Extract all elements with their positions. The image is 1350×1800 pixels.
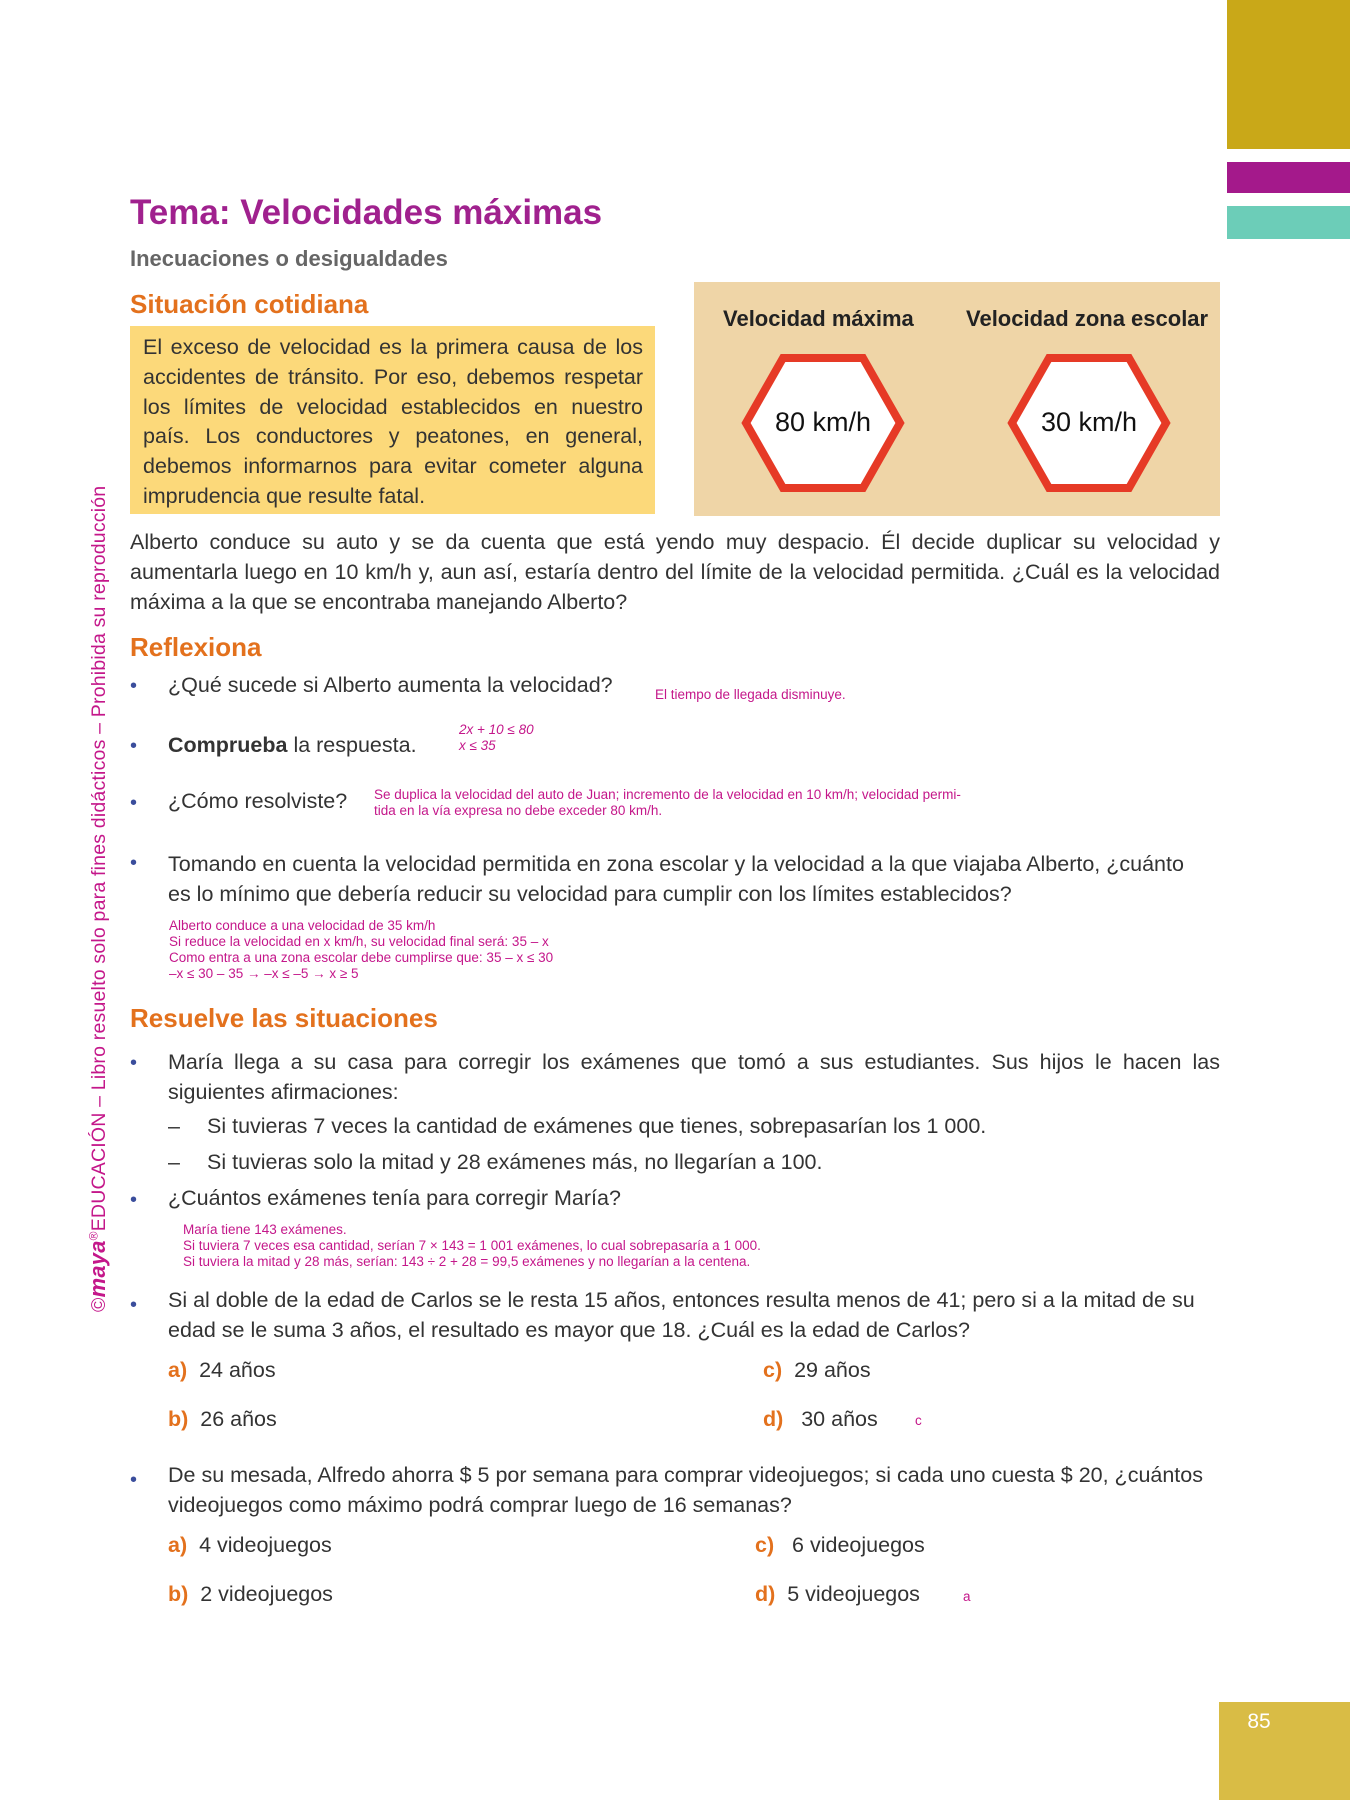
bullet-dot: • [130, 1469, 138, 1491]
bullet-dot: • [130, 675, 138, 697]
alfredo-answer: a [963, 1589, 971, 1604]
reflexiona-question-1: ¿Qué sucede si Alberto aumenta la velocidad? [168, 673, 613, 697]
page-title: Tema: Velocidades máximas [130, 193, 603, 232]
reflexiona-heading: Reflexiona [130, 632, 262, 662]
maria-problem: María llega a su casa para corregir los exámenes que tomó a sus estudiantes. Sus hijos le hacen las siguientes afirmaciones: [168, 1050, 1220, 1104]
bullet-dot: • [130, 1294, 138, 1316]
maria-answer: María tiene 143 exámenes. Si tuviera 7 veces esa cantidad, serían 7 × 143 = 1 001 exámenes, lo cual sobrepasaría a 1 000. Si tuviera la mitad y 28 más, serían: 143 ÷ 2 + 28 = 99,5 exámenes y no llegarían a la centena. [183, 1222, 761, 1269]
carlos-answer: c [915, 1413, 922, 1428]
page-subtitle: Inecuaciones o desigualdades [130, 246, 448, 271]
reflexiona-question-4: Tomando en cuenta la velocidad permitida en zona escolar y la velocidad a la que viajaba Alberto, ¿cuánto es lo mínimo que debería reducir su velocidad para cumplir con los límites establecidos? [168, 852, 1184, 906]
problem-statement: Alberto conduce su auto y se da cuenta que está yendo muy despacio. Él decide duplicar su velocidad y aumentarla luego en 10 km/h y, aun así, estaría dentro del límite de la velocidad permitida. ¿Cuál es la velocidad máxima a la que se encontraba manejando Alberto? [130, 530, 1220, 614]
reflexiona-answer-1: El tiempo de llegada disminuye. [655, 687, 846, 702]
bullet-dot: • [130, 735, 138, 757]
maria-statement-1: Si tuvieras 7 veces la cantidad de exámenes que tienes, sobrepasarían los 1 000. [207, 1114, 987, 1138]
bullet-dot: • [130, 792, 138, 814]
corner-teal-bar [1227, 206, 1350, 239]
sign-label-school: Velocidad zona escolar [966, 306, 1209, 331]
corner-gold-bar [1227, 0, 1350, 149]
dash-marker: – [168, 1114, 180, 1138]
alfredo-option-c: c) 6 videojuegos [755, 1533, 925, 1557]
alfredo-option-d: d) 5 videojuegos [755, 1582, 920, 1606]
sign-label-max: Velocidad máxima [723, 306, 914, 331]
maria-statement-2: Si tuvieras solo la mitad y 28 exámenes más, no llegarían a 100. [207, 1150, 823, 1174]
situacion-heading: Situación cotidiana [130, 289, 369, 319]
alfredo-option-b: b) 2 videojuegos [168, 1582, 333, 1606]
alfredo-option-a: a) 4 videojuegos [168, 1533, 332, 1557]
carlos-option-c: c) 29 años [763, 1358, 871, 1382]
sign-value-max: 80 km/h [774, 407, 872, 437]
reflexiona-question-2: Comprueba la respuesta. [168, 733, 417, 757]
reflexiona-question-3: ¿Cómo resolviste? [168, 789, 348, 813]
dash-marker: – [168, 1150, 180, 1174]
sign-value-school: 30 km/h [1040, 407, 1138, 437]
side-copyright: ©maya®EDUCACIÓN – Libro resuelto solo para fines didácticos – Prohibida su reproducción [85, 485, 110, 1312]
bullet-dot: • [130, 1052, 138, 1074]
situacion-box: El exceso de velocidad es la primera causa de los accidentes de tránsito. Por eso, debemos respetar los límites de velocidad establecidos en nuestro país. Los conductores y peatones, en general, debemos informarnos para evitar cometer alguna imprudencia que resulte fatal. [130, 326, 655, 514]
carlos-option-a: a) 24 años [168, 1358, 276, 1382]
reflexiona-answer-2: 2x + 10 ≤ 80 x ≤ 35 [459, 722, 534, 753]
carlos-option-b: b) 26 años [168, 1407, 277, 1431]
corner-magenta-bar [1227, 162, 1350, 193]
bullet-dot: • [130, 852, 138, 874]
reflexiona-answer-4: Alberto conduce a una velocidad de 35 km/h Si reduce la velocidad en x km/h, su velocidad final será: 35 – x Como entra a una zona escolar debe cumplirse que: 35 – x ≤ 30 –x ≤ 30 – 35 → –x ≤ –5 → x ≥ 5 [169, 918, 554, 981]
maria-question: ¿Cuántos exámenes tenía para corregir María? [168, 1186, 621, 1210]
alfredo-problem: De su mesada, Alfredo ahorra $ 5 por semana para comprar videojuegos; si cada uno cuesta $ 20, ¿cuántos videojuegos como máximo podrá comprar luego de 16 semanas? [168, 1463, 1203, 1517]
resuelve-heading: Resuelve las situaciones [130, 1003, 438, 1033]
carlos-problem: Si al doble de la edad de Carlos se le resta 15 años, entonces resulta menos de 41; pero si a la mitad de su edad se le suma 3 años, el resultado es mayor que 18. ¿Cuál es la edad de Carlos? [168, 1288, 1195, 1342]
carlos-option-d: d) 30 años [763, 1407, 878, 1431]
page-number: 85 [1247, 1710, 1271, 1733]
brand-logo-text: maya [85, 1240, 110, 1298]
reflexiona-answer-3: Se duplica la velocidad del auto de Juan; incremento de la velocidad en 10 km/h; velocidad permi- tida en la vía expresa no debe exceder 80 km/h. [374, 787, 961, 818]
bullet-dot: • [130, 1189, 138, 1211]
